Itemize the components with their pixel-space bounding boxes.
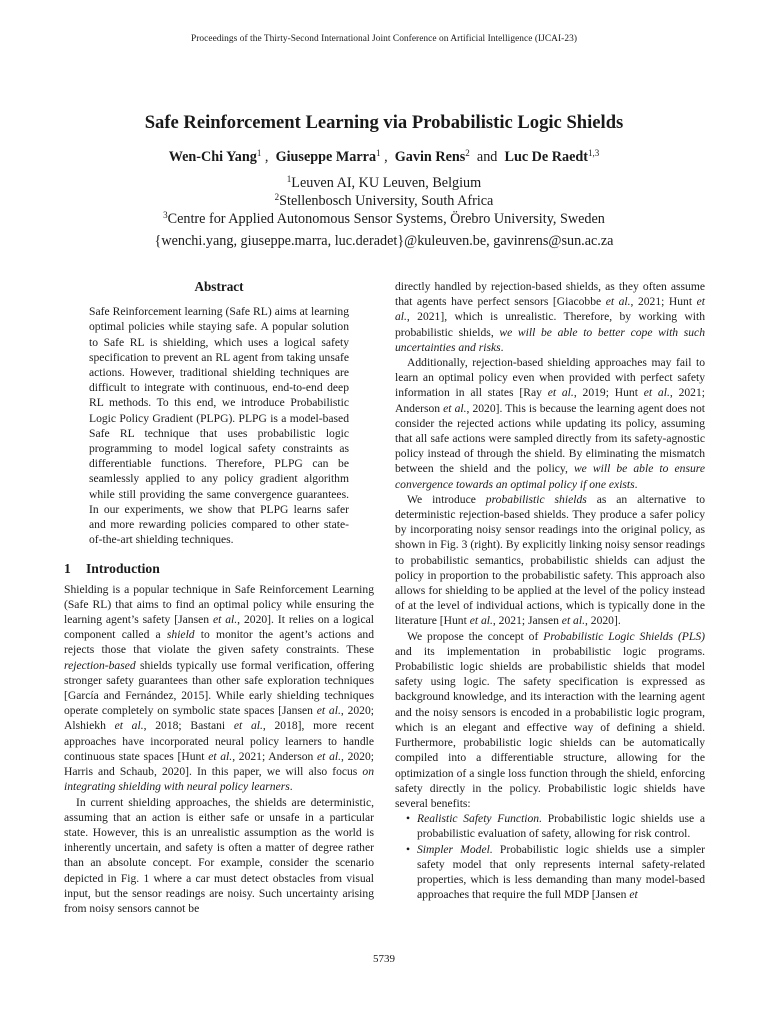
affiliation-mark: 3	[163, 210, 168, 220]
author-affil-mark: 1	[376, 148, 381, 158]
section-number: 1	[64, 561, 71, 577]
author-emails: {wenchi.yang, giuseppe.marra, luc.deradet}@kuleuven.be, gavinrens@sun.ac.za	[154, 233, 614, 249]
benefit-text: Probabilistic logic shields use a probabilistic evaluation of safety, allowing for risk control.	[417, 812, 705, 841]
section-title: Introduction	[86, 561, 160, 577]
abstract-text: Safe Reinforcement learning (Safe RL) aims at learning optimal policies while staying safe. A popular solution to Safe RL is shielding, which uses a logical safety specification to prevent an RL agent from taking unsafe actions. However, traditional shielding techniques are difficult to integrate with continuous, end-to-end deep RL methods. To this end, we introduce Probabilistic Logic Policy Gradient (PLPG). PLPG is a model-based Safe RL technique that uses probabilistic logic programming to model logical safety constraints as differentiable functions. Therefore, PLPG can be seamlessly applied to any policy gradient algorithm while still providing the same convergence guarantees. In our experiments, we show that PLPG learns safer and more rewarding policies compared to other state-of-the-art shielding techniques.	[89, 305, 349, 547]
affiliation-text: Stellenbosch University, South Africa	[279, 193, 494, 209]
section-heading	[64, 561, 374, 576]
page-number: 5739	[373, 953, 395, 965]
affiliation-line	[0, 174, 768, 192]
author-list	[0, 149, 768, 166]
author-separator: ,	[384, 149, 388, 165]
affiliation-text: Leuven AI, KU Leuven, Belgium	[291, 175, 482, 191]
paragraph: We introduce probabilistic shields as an alternative to deterministic rejection-based shields. They produce a safer policy by incorporating noisy sensor readings into the original policy, as shown in Fig. 3 (right). By explicitly linking noisy sensor readings to probabilistic semantics, probabilistic shields can adjust the policy in proportion to the probabilistic safety. This approach also allows for shielding to be applied at the level of the policy instead of at the level of individual actions, which is typically done in the literature [Hunt et al., 2021; Jansen et al., 2020].	[395, 492, 705, 628]
running-header: Proceedings of the Thirty-Second International Joint Conference on Artificial Intelligence (IJCAI-23)	[190, 34, 577, 44]
author-affil-mark: 2	[465, 148, 470, 158]
benefit-term: Simpler Model.	[417, 842, 493, 856]
bullet-icon: •	[406, 842, 411, 856]
benefit-term: Realistic Safety Function.	[417, 812, 543, 826]
affiliation-line	[0, 210, 768, 228]
author-separator: ,	[264, 149, 269, 165]
affiliation-mark: 1	[286, 174, 292, 184]
abstract-body	[64, 304, 374, 547]
author-name: Gavin Rens	[394, 149, 466, 165]
author-affil-mark: 1	[256, 148, 262, 158]
right-column	[395, 279, 705, 902]
affiliation-mark: 2	[274, 192, 280, 202]
paragraph: We propose the concept of Probabilistic Logic Shields (PLS) and its implementation in probabilistic logic programs. Probabilistic logic shields are probabilistic shields that model safety using logic. The safety specification is expressed as background knowledge, and its interaction with the learning agent and the noisy sensors is encoded in a probabilistic logic program, which is an elegant and effective way of defining a shield. Furthermore, probabilistic logic shields can be automatically compiled into a differentiable structure, allowing for the optimization of a single loss function through the shield, enforcing safety directly in the policy. Probabilistic logic shields have several benefits:	[395, 629, 705, 810]
paragraph: directly handled by rejection-based shields, as they often assume that agents have perfect sensors [Giacobbe et al., 2021; Hunt et al., 2021], which is unrealistic. Therefore, by working with probabilistic shields, we will be able to better cope with such uncertainties and risks.	[395, 280, 706, 354]
list-item	[406, 811, 705, 841]
author-name: Luc De Raedt	[504, 149, 589, 165]
paragraph: Additionally, rejection-based shielding approaches may fail to learn an optimal policy even when provided with perfect safety information in all states [Ray et al., 2019; Hunt et al., 2021; Anderson et al., 2020]. This is because the learning agent does not consider the rejected actions while updating its policy, assuming that all safe actions were sampled directly from its safety-agnostic policy instead of through the shield. By eliminating the mismatch between the shield and the policy, we will be able to ensure convergence towards an optimal policy if one exists.	[395, 356, 705, 491]
affiliation-text: Centre for Applied Autonomous Sensor Systems, Örebro University, Sweden	[167, 211, 605, 227]
author-name: Wen-Chi Yang	[168, 149, 257, 165]
paper-title: Safe Reinforcement Learning via Probabilistic Logic Shields	[144, 112, 624, 133]
author-affil-mark: 1,3	[588, 148, 600, 158]
list-item	[406, 842, 705, 903]
left-column	[64, 279, 374, 916]
benefit-text: Probabilistic logic shields use a simpler safety model that only represents internal safety-related properties, which is less demanding than many model-based approaches that require the full MDP [Jansen	[417, 842, 705, 902]
paragraph: In current shielding approaches, the shields are deterministic, assuming that an action is either safe or unsafe in a particular state. However, this is an unrealistic assumption as the world is inherently uncertain, and safety is often a matter of degree rather than an absolute concept. For example, consider the scenario depicted in Fig. 1 where a car must detect obstacles from visual input, but the sensor readings are noisy. Such uncertainty arising from noisy sensors cannot be	[64, 795, 374, 915]
author-conjunction: and	[476, 149, 498, 165]
author-name: Giuseppe Marra	[275, 149, 377, 165]
benefit-text-tail: et	[629, 888, 638, 902]
bullet-icon: •	[406, 812, 411, 826]
abstract-heading: Abstract	[194, 279, 244, 294]
affiliation-line	[0, 192, 768, 210]
paragraph: Shielding is a popular technique in Safe Reinforcement Learning (Safe RL) that aims to find an optimal policy while ensuring the learning agent’s safety [Jansen et al., 2020]. It relies on a logical component called a shield to monitor the agent’s actions and rejects those that violate the given safety constraints. These rejection-based shields typically use formal verification, offering stronger safety guarantees than other safe exploration techniques [García and Fernández, 2015]. While early shielding techniques operate completely on symbolic state spaces [Jansen et al., 2020; Alshiekh et al., 2018; Bastani et al., 2018], more recent approaches have incorporated neural policy learners to handle continuous state spaces [Hunt et al., 2021; Anderson et al., 2020; Harris and Schaub, 2020]. In this paper, we will also focus on integrating shielding with neural policy learners.	[64, 582, 375, 794]
benefit-list	[395, 811, 705, 902]
